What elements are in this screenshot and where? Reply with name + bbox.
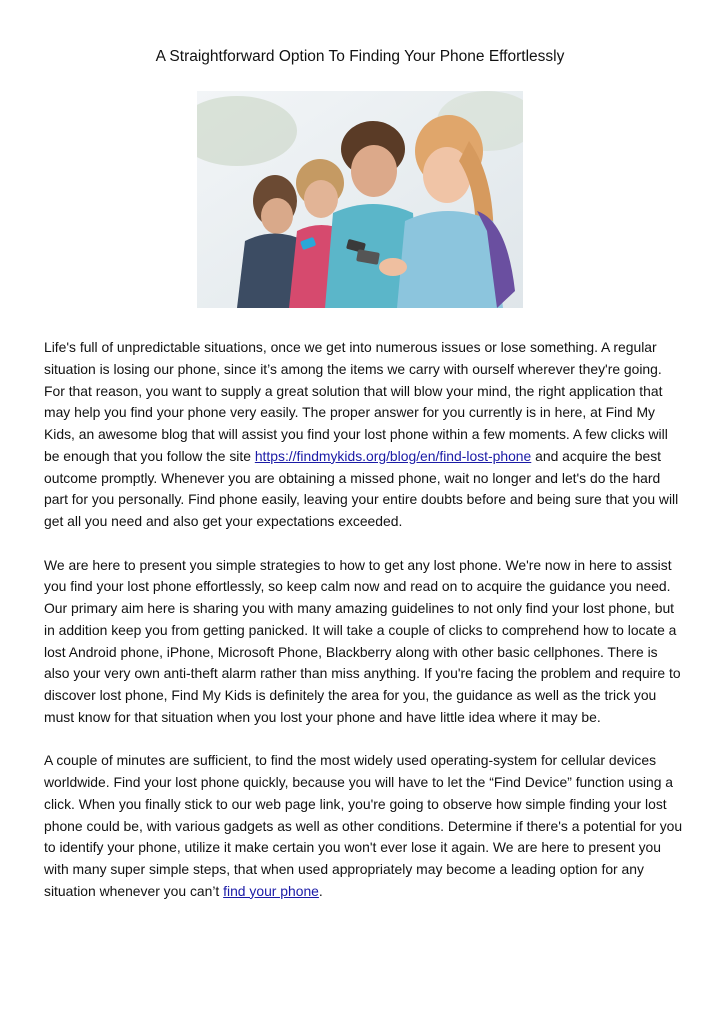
- find-your-phone-link[interactable]: find your phone: [223, 882, 319, 899]
- paragraph-3: [44, 750, 684, 902]
- paragraph-1: [44, 337, 684, 533]
- paragraph-text: and acquire the best outcome promptly. Whenever you are obtaining a missed phone, wait no longer and let's do the hard part for you personally. Find phone easily, leaving your entire doubts before and being sure that you will get all you need and also get your expectations exceeded.: [44, 447, 679, 529]
- paragraph-text: We are here to present you simple strategies to how to get any lost phone. We're now in here to assist you find your lost phone effortlessly, so keep calm now and read on to acquire the guidance you need. Our primary aim here is sharing you with many amazing guidelines to not only find your lost phone, but in addition keep you from getting panicked. It will take a couple of clicks to comprehend how to locate a lost Android phone, iPhone, Microsoft Phone, Blackberry along with other basic cellphones. There is also your very own anti-theft alarm rather than miss anything. If you're facing the problem and require to discover lost phone, Find My Kids is definitely the area for you, the guidance as well as the trick you must know for that situation when you lost your phone and have little idea where it may be.: [44, 556, 681, 725]
- paragraph-text: .: [318, 882, 323, 899]
- paragraph-2: [44, 555, 684, 729]
- paragraph-text: A couple of minutes are sufficient, to find the most widely used operating-system for cellular devices worldwide. Find your lost phone quickly, because you will have to let the “Find Device” function using a click. When you finally stick to our web page link, you're going to observe how simple finding your lost phone could be, with various gadgets as well as other conditions. Determine if there's a potential for you to identify your phone, utilize it make certain you won't ever lose it again. We are here to present you with many super simple steps, that when used appropriately may become a leading option for any situation whenever you can’t: [44, 752, 683, 899]
- article-body: [44, 337, 684, 924]
- paragraph-text: Life's full of unpredictable situations, once we get into numerous issues or lose something. A regular situation is losing our phone, since it’s among the items we carry with ourself wherever they're going. For that reason, you want to supply a great solution that will blow your mind, the right application that may help you find your phone very easily. The proper answer for you currently is in here, at Find My Kids, an awesome blog that will assist you find your lost phone within a few moments. A few clicks will be enough that you follow the site: [44, 339, 668, 464]
- kids-using-phones-photo: [197, 91, 523, 308]
- findmykids-link[interactable]: https://findmykids.org/blog/en/find-lost-phone: [254, 447, 532, 464]
- page-title: A Straightforward Option To Finding Your Phone Effortlessly: [155, 48, 565, 65]
